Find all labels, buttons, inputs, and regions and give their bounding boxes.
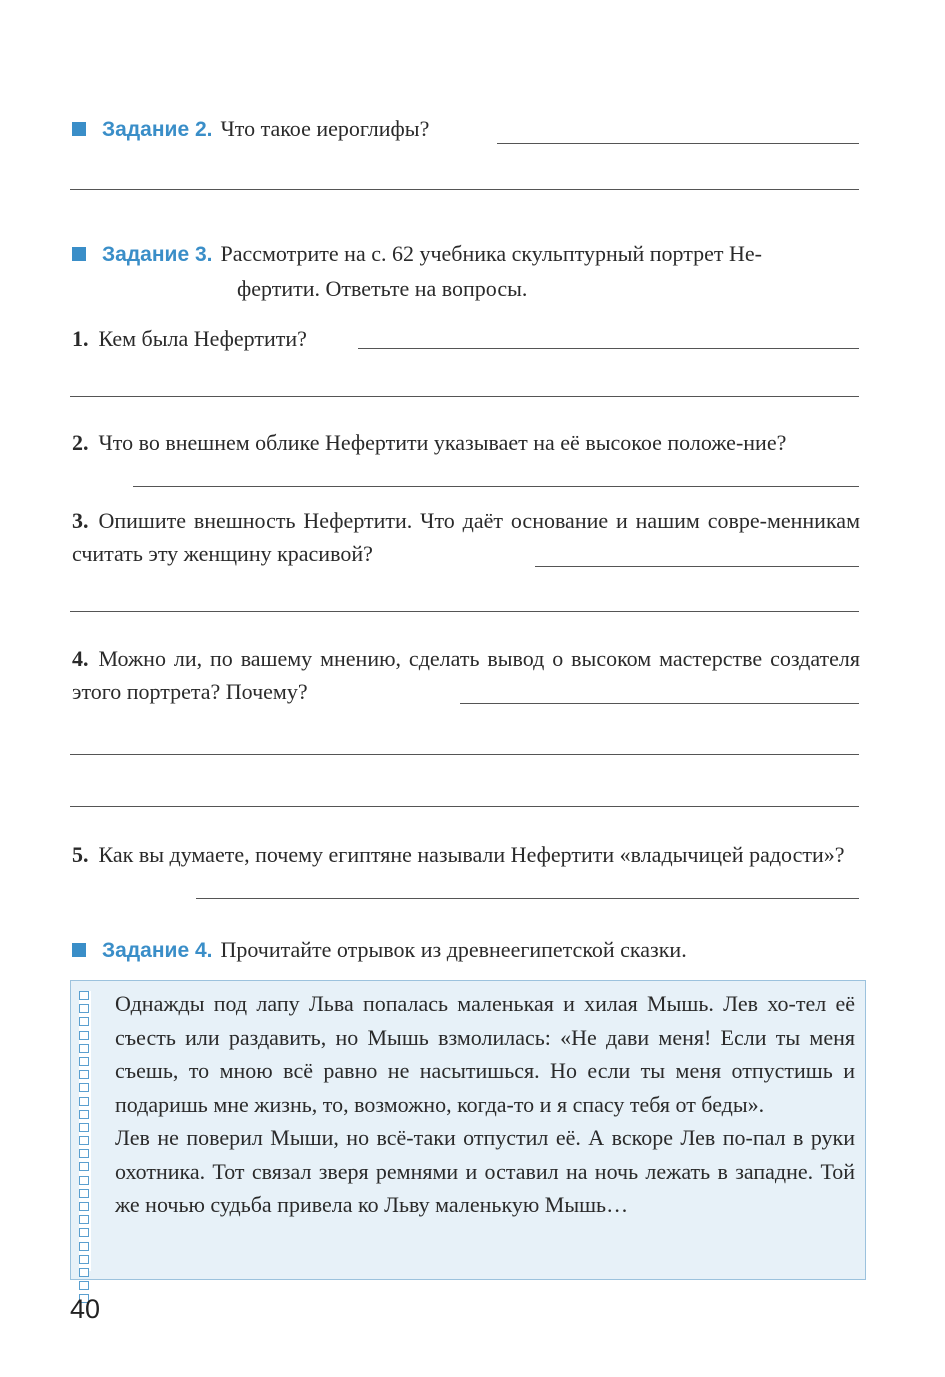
answer-line[interactable] xyxy=(70,754,859,755)
task-4 xyxy=(72,933,862,968)
task-4-label: Задание 4. xyxy=(102,939,213,962)
question-4 xyxy=(72,642,860,708)
task-2-label: Задание 2. xyxy=(102,118,213,141)
question-number: 2. xyxy=(72,430,89,455)
task-3-text-line2: фертити. Ответьте на вопросы. xyxy=(237,276,528,301)
page-number: 40 xyxy=(70,1294,101,1324)
story-box xyxy=(70,980,866,1280)
question-number: 5. xyxy=(72,842,89,867)
question-text: Опишите внешность Нефертити. Что даёт основание и нашим совре-менникам считать эту женщину красивой? xyxy=(72,508,860,566)
task-3 xyxy=(72,237,862,306)
story-text xyxy=(115,987,855,1222)
square-bullet-icon xyxy=(72,247,86,261)
task-3-label: Задание 3. xyxy=(102,243,213,266)
question-3 xyxy=(72,504,860,570)
question-number: 4. xyxy=(72,646,89,671)
question-text: Кем была Нефертити? xyxy=(98,326,307,351)
task-3-text-line1: Рассмотрите на с. 62 учебника скульптурный портрет Не- xyxy=(220,241,762,266)
answer-line[interactable] xyxy=(460,703,859,704)
question-text: Можно ли, по вашему мнению, сделать вывод о высоком мастерстве создателя этого портрета? Почему? xyxy=(72,646,860,704)
answer-line[interactable] xyxy=(70,611,859,612)
question-2 xyxy=(72,426,860,459)
answer-line[interactable] xyxy=(70,806,859,807)
task-4-text: Прочитайте отрывок из древнеегипетской сказки. xyxy=(220,937,687,962)
answer-line[interactable] xyxy=(70,189,859,190)
question-text: Что во внешнем облике Нефертити указывает на её высокое положе-ние? xyxy=(98,430,787,455)
answer-line[interactable] xyxy=(358,348,859,349)
task-2 xyxy=(72,112,862,147)
answer-line[interactable] xyxy=(133,486,859,487)
decorative-border-icon xyxy=(79,991,91,1271)
answer-line[interactable] xyxy=(70,396,859,397)
answer-line[interactable] xyxy=(196,898,859,899)
question-number: 1. xyxy=(72,326,89,351)
question-5 xyxy=(72,838,860,871)
square-bullet-icon xyxy=(72,943,86,957)
question-1 xyxy=(72,322,860,355)
answer-line[interactable] xyxy=(497,143,859,144)
story-paragraph-1: Однажды под лапу Льва попалась маленькая и хилая Мышь. Лев хо-тел её съесть или раздавить, но Мышь взмолилась: «Не дави меня! Если ты меня съешь, то мною всё равно не насытишься. Но если ты меня отпустишь и подаришь мне жизнь, то, возможно, когда-то и я спасу тебя от беды». xyxy=(115,991,855,1117)
question-number: 3. xyxy=(72,508,89,533)
square-bullet-icon xyxy=(72,122,86,136)
question-text: Как вы думаете, почему египтяне называли Нефертити «владычицей радости»? xyxy=(98,842,845,867)
answer-line[interactable] xyxy=(535,566,859,567)
task-2-text: Что такое иероглифы? xyxy=(220,116,430,141)
story-paragraph-2: Лев не поверил Мыши, но всё-таки отпустил её. А вскоре Лев по-пал в руки охотника. Тот связал зверя ремнями и оставил на ночь лежать в западне. Той же ночью судьба привела ко Льву маленькую Мышь… xyxy=(115,1125,855,1217)
